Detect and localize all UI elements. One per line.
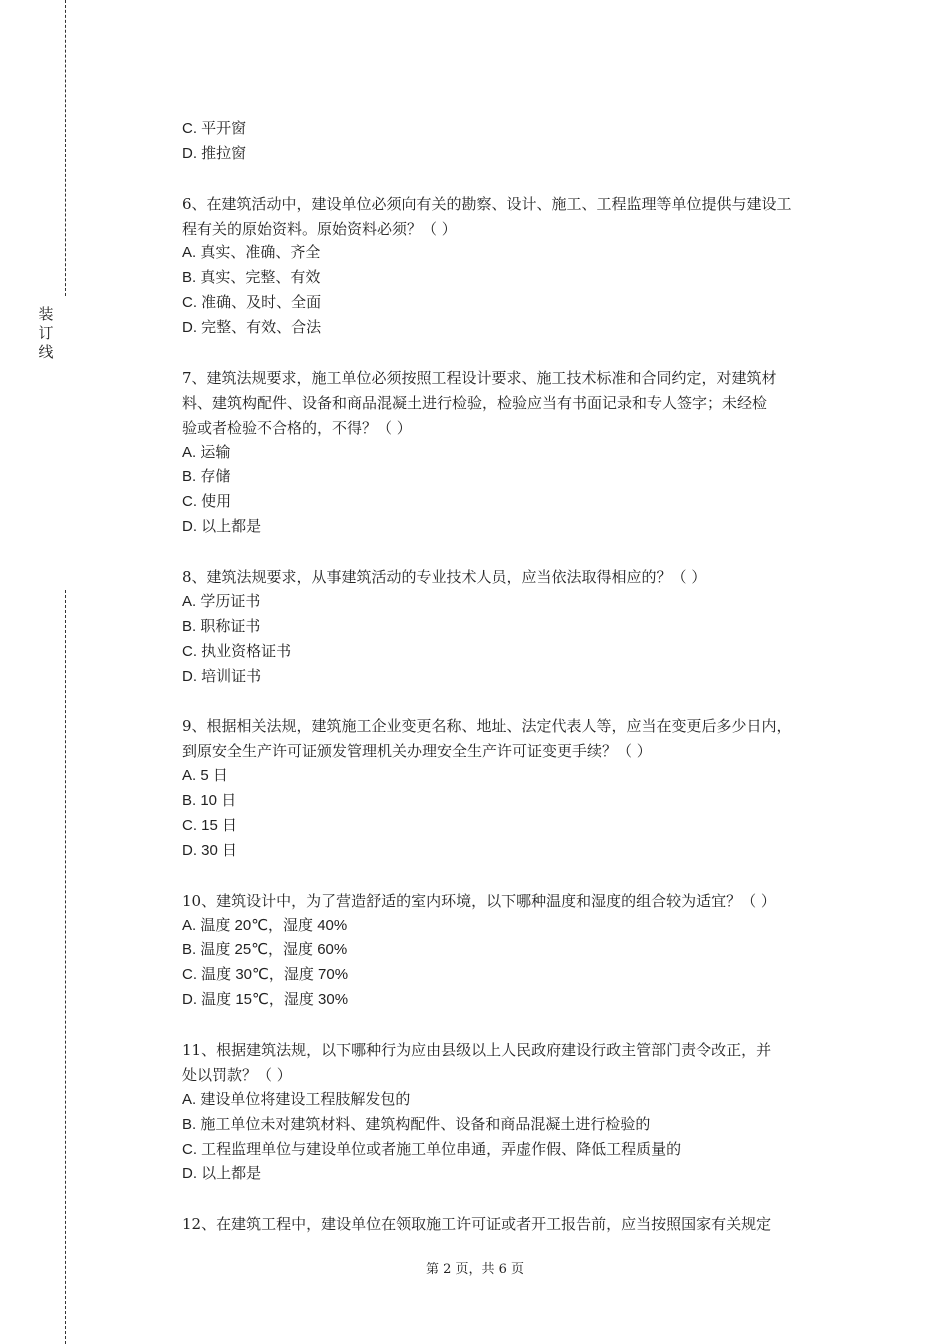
question-6: [182, 192, 842, 341]
option-a: A. 5 日: [182, 767, 228, 785]
binding-char: 订: [38, 324, 54, 342]
option-d: D. 温度 15℃，湿度 30%: [182, 991, 349, 1009]
option-d: D. 完整、有效、合法: [182, 319, 322, 337]
question-stem: 处以罚款？（ ）: [182, 1065, 292, 1084]
binding-line-label: [37, 305, 55, 362]
option-b: B. 职称证书: [182, 617, 261, 635]
question-stem: 6、在建筑活动中，建设单位必须向有关的勘察、设计、施工、工程监理等单位提供与建设工: [182, 194, 792, 213]
question-8: [182, 565, 842, 689]
option-c: C. 温度 30℃，湿度 70%: [182, 966, 349, 984]
exam-content: [182, 117, 842, 1237]
question-stem: 9、根据相关法规，建筑施工企业变更名称、地址、法定代表人等，应当在变更后多少日内，: [182, 717, 792, 736]
option-a: A. 学历证书: [182, 592, 261, 610]
option-b: B. 存储: [182, 468, 231, 486]
option-d: D. 以上都是: [182, 1165, 262, 1183]
binding-dashed-line-bottom: [65, 590, 66, 1344]
option-d: D. 30 日: [182, 841, 238, 859]
option-a: A. 运输: [182, 443, 231, 461]
option-d: D. 推拉窗: [182, 144, 247, 162]
option-c: C. 15 日: [182, 816, 238, 834]
option-b: B. 温度 25℃，湿度 60%: [182, 941, 348, 959]
option-d: D. 培训证书: [182, 667, 262, 685]
question-stem: 料、建筑构配件、设备和商品混凝土进行检验，检验应当有书面记录和专人签字；未经检: [182, 393, 768, 412]
question-stem: 12、在建筑工程中，建设单位在领取施工许可证或者开工报告前，应当按照国家有关规定: [182, 1215, 772, 1234]
option-b: B. 真实、完整、有效: [182, 269, 321, 287]
option-a: A. 建设单位将建设工程肢解发包的: [182, 1090, 411, 1108]
question-12: [182, 1212, 842, 1237]
question-11: [182, 1038, 842, 1187]
question-stem: 8、建筑法规要求，从事建筑活动的专业技术人员，应当依法取得相应的？（ ）: [182, 568, 707, 587]
question-5-continued: [182, 117, 842, 167]
question-stem: 7、建筑法规要求，施工单位必须按照工程设计要求、施工技术标准和合同约定，对建筑材: [182, 368, 777, 387]
question-10: [182, 889, 842, 1013]
question-stem: 程有关的原始资料。原始资料必须？（ ）: [182, 219, 457, 238]
question-9: [182, 714, 842, 863]
option-a: A. 温度 20℃，湿度 40%: [182, 916, 348, 934]
option-a: A. 真实、准确、齐全: [182, 244, 321, 262]
binding-char: 装: [38, 305, 54, 323]
page-number: 第 2 页，共 6 页: [425, 1262, 525, 1277]
option-c: C. 工程监理单位与建设单位或者施工单位串通，弄虚作假、降低工程质量的: [182, 1140, 682, 1158]
option-d: D. 以上都是: [182, 518, 262, 536]
option-c: C. 平开窗: [182, 120, 247, 137]
question-stem: 10、建筑设计中，为了营造舒适的室内环境，以下哪种温度和湿度的组合较为适宜？（ ）: [182, 891, 776, 910]
option-b: B. 施工单位未对建筑材料、建筑构配件、设备和商品混凝土进行检验的: [182, 1115, 651, 1133]
question-stem: 到原安全生产许可证颁发管理机关办理安全生产许可证变更手续？（ ）: [182, 742, 652, 761]
option-c: C. 准确、及时、全面: [182, 294, 322, 312]
question-stem: 11、根据建筑法规，以下哪种行为应由县级以上人民政府建设行政主管部门责令改正，并: [182, 1040, 772, 1059]
question-stem: 验或者检验不合格的，不得？（ ）: [182, 418, 412, 437]
binding-char: 线: [38, 343, 54, 361]
option-b: B. 10 日: [182, 792, 237, 810]
page-footer: [0, 1258, 950, 1277]
option-c: C. 执业资格证书: [182, 642, 292, 660]
option-c: C. 使用: [182, 493, 232, 511]
question-7: [182, 366, 842, 540]
binding-dashed-line-top: [65, 0, 66, 296]
